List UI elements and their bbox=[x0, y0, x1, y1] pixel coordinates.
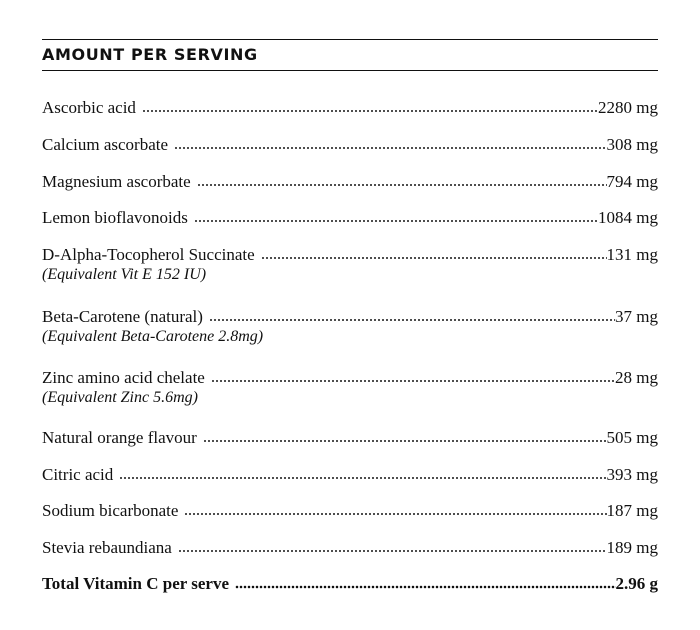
dot-leader bbox=[203, 429, 607, 443]
dot-leader bbox=[235, 575, 616, 589]
ingredient-amount: 37 mg bbox=[615, 307, 658, 326]
ingredient-name: Stevia rebaundiana bbox=[42, 538, 172, 557]
ingredient-name: Calcium ascorbate bbox=[42, 135, 169, 154]
ingredient-row bbox=[42, 135, 658, 155]
ingredient-row bbox=[42, 98, 658, 118]
ingredient-amount: 308 mg bbox=[606, 135, 658, 154]
ingredient-amount: 1084 mg bbox=[598, 208, 658, 227]
ingredient-amount: 393 mg bbox=[606, 465, 658, 484]
ingredient-name: Beta-Carotene (natural) bbox=[42, 307, 203, 326]
dot-leader bbox=[211, 369, 615, 383]
ingredient-amount: 189 mg bbox=[606, 538, 658, 557]
ingredient-row bbox=[42, 465, 658, 485]
ingredient-equivalent-note: (Equivalent Beta-Carotene 2.8mg) bbox=[42, 328, 264, 345]
ingredient-row bbox=[42, 172, 658, 192]
ingredient-amount: 2280 mg bbox=[598, 98, 658, 117]
dot-leader bbox=[197, 173, 607, 187]
heading-underline bbox=[42, 70, 658, 71]
dot-leader bbox=[194, 209, 598, 223]
ingredient-name: Natural orange flavour bbox=[42, 428, 197, 447]
dot-leader bbox=[142, 99, 598, 113]
ingredient-amount: 187 mg bbox=[606, 501, 658, 520]
dot-leader bbox=[178, 539, 607, 553]
ingredient-amount: 505 mg bbox=[606, 428, 658, 447]
section-heading: AMOUNT PER SERVING bbox=[42, 45, 258, 64]
ingredient-name: Sodium bicarbonate bbox=[42, 501, 179, 520]
total-row bbox=[42, 574, 658, 594]
ingredient-amount: 794 mg bbox=[606, 172, 658, 191]
ingredient-name: Ascorbic acid bbox=[42, 98, 136, 117]
total-amount: 2.96 g bbox=[615, 574, 658, 593]
ingredient-row bbox=[42, 368, 658, 408]
ingredient-name: Lemon bioflavonoids bbox=[42, 208, 188, 227]
dot-leader bbox=[261, 246, 607, 260]
ingredient-name: Citric acid bbox=[42, 465, 114, 484]
ingredient-name: Zinc amino acid chelate bbox=[42, 368, 205, 387]
ingredient-row bbox=[42, 501, 658, 521]
dot-leader bbox=[184, 502, 606, 516]
dot-leader bbox=[174, 136, 606, 150]
ingredient-equivalent-note: (Equivalent Vit E 152 IU) bbox=[42, 266, 207, 283]
ingredient-row bbox=[42, 428, 658, 448]
ingredient-name: D-Alpha-Tocopherol Succinate bbox=[42, 245, 255, 264]
ingredient-amount: 28 mg bbox=[615, 368, 658, 387]
ingredient-row bbox=[42, 538, 658, 558]
total-label: Total Vitamin C per serve bbox=[42, 574, 229, 593]
ingredient-equivalent-note: (Equivalent Zinc 5.6mg) bbox=[42, 389, 198, 406]
ingredient-amount: 131 mg bbox=[606, 245, 658, 264]
ingredient-name: Magnesium ascorbate bbox=[42, 172, 191, 191]
ingredient-row bbox=[42, 245, 658, 285]
ingredient-row bbox=[42, 208, 658, 228]
top-rule bbox=[42, 39, 658, 40]
dot-leader bbox=[119, 466, 606, 480]
dot-leader bbox=[209, 308, 615, 322]
ingredient-row bbox=[42, 307, 658, 347]
